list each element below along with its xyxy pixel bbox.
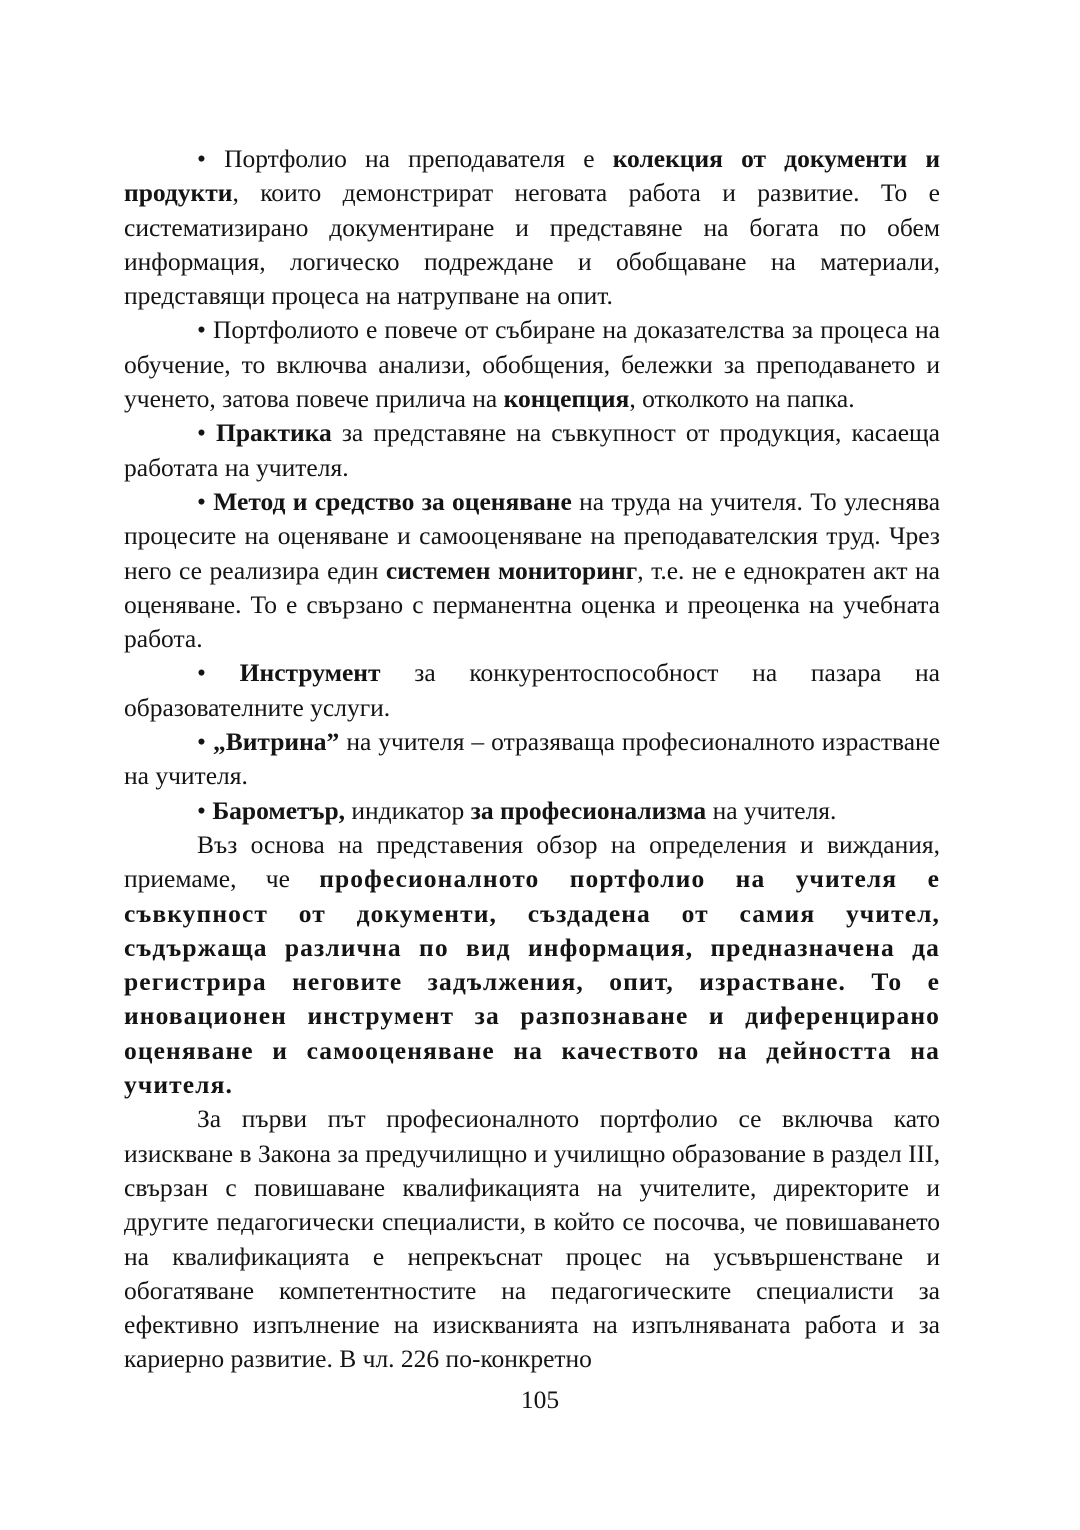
bold-term: колекция от документи и продукти — [124, 144, 941, 208]
page-number: 105 — [520, 1385, 560, 1414]
bullet-icon: • — [197, 727, 206, 757]
bold-term: за професионализма — [470, 795, 707, 825]
bold-term: Инструмент — [239, 658, 381, 688]
bullet-icon: • — [197, 486, 206, 516]
bullet-icon: • — [197, 144, 206, 173]
paragraph-method: • Метод и средство за оценяване на труда на учителя. То улеснява процесите на оценяване и самооценяване на преподавателския труд. Чрез него се реализира един системен мониторинг, т.е. не е еднократен акт на оценяване. То е свързано с перманентна оценка и преоценка на учебната работа. — [124, 486, 941, 654]
paragraph-summary-definition: Въз основа на представения обзор на определения и виждания, приемаме, че професионалното портфолио на учителя е съвкупност от документи, създадена от самия учител, съдържаща различна по вид информация, предназначена да регистрира неговите задължения, опит, израстване. То е иновационен инструмент за разпознаване и диференцирано оценяване и самооценяване на качеството на дейността на учителя. — [124, 829, 940, 1100]
bullet-icon: • — [197, 795, 206, 825]
bold-term: системен мониторинг — [385, 555, 638, 585]
paragraph-instrument: • Инструмент за конкурентоспособност на пазара на образователните услуги. — [124, 658, 940, 722]
bold-term: Барометър, — [212, 795, 346, 825]
paragraph-portfolio-concept: • Портфолиото е повече от събиране на доказателства за процеса на обучение, то включва анализи, обобщения, бележки за преподаването и ученето, затова повече прилича на концепция, отколкото на папка. — [124, 315, 940, 414]
paragraph-portfolio-definition: • Портфолио на преподавателя е колекция от документи и продукти, които демонстрират неговата работа и развитие. То е систематизирано документиране и представяне на богата по обем информация, логическо подреждане и обобщаване на материали, представящи процеса на натрупване на опит. — [124, 144, 941, 311]
bold-term: „Витрина” — [212, 727, 340, 757]
bold-term: концепция — [503, 384, 630, 414]
bold-definition: професионалното портфолио на учителя е съвкупност от документи, създадена от самия учител, съдържаща различна по вид информация, предназначена да регистрира неговите задължения, опит, израстване. То е иновационен инструмент за разпознаване и диференцирано оценяване и самооценяване на качеството на дейността на учителя. — [124, 864, 940, 1100]
bullet-icon: • — [197, 315, 206, 345]
paragraph-barometer: • Барометър, индикатор за професионализма на учителя. — [197, 795, 837, 825]
paragraph-showcase: • „Витрина” на учителя – отразяваща професионалното израстване на учителя. — [124, 727, 941, 791]
bold-term: Практика — [216, 418, 332, 448]
paragraph-practice: • Практика за представяне на съвкупност от продукция, касаеща работата на учителя. — [124, 418, 941, 482]
bold-term: Метод и средство за оценяване — [213, 486, 572, 516]
paragraph-law-reference: За първи път професионалното портфолио се включва като изискване в Закона за предучилищно и училищно образование в раздел III, свързан с повишаване квалификацията на учителите, директорите и другите педагогически специалисти, в който се посочва, че повишаването на квалификацията е непрекъснат процес на усъвършенстване и обогатяване компетентностите на педагогическите специалисти за ефективно изпълнение на изискванията на изпълняваната работа и за кариерно развитие. В чл. 226 по-конкретно — [124, 1104, 940, 1374]
bullet-icon: • — [197, 418, 206, 448]
bullet-icon: • — [197, 658, 206, 688]
body-text — [124, 142, 940, 1377]
